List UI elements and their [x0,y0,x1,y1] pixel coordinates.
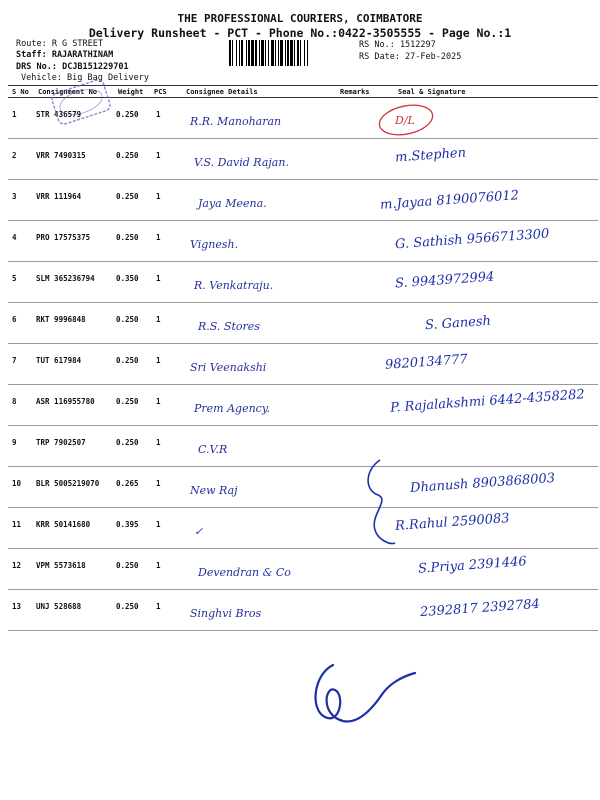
row-signature: m.Stephen [394,145,467,166]
row-weight: 0.250 [116,192,139,201]
barcode-bar [278,40,279,66]
barcode-bar [239,40,240,66]
barcode-bar [229,40,231,66]
table-row [0,181,600,222]
rs-date: RS Date: 27-Feb-2025 [359,52,462,62]
barcode-bar [232,40,233,66]
row-weight: 0.250 [116,151,139,160]
row-weight: 0.250 [116,233,139,242]
row-pcs: 1 [156,438,161,447]
row-consignee-handwritten: New Raj [190,484,238,497]
row-consignment-no: TRP 7902507 [36,438,86,447]
table-row [0,591,600,632]
row-consignment-no: VPM 5573618 [36,561,86,570]
row-divider [8,507,598,508]
row-pcs: 1 [156,356,161,365]
row-consignment-no: VRR 111964 [36,192,82,201]
barcode-bar [287,40,289,66]
vehicle-label: Vehicle: Big Bag Delivery [21,73,149,83]
row-pcs: 1 [156,479,161,488]
row-consignee-handwritten: Devendran & Co [198,566,291,579]
barcode-bar [255,40,257,66]
row-divider [8,343,598,344]
row-sno: 4 [12,233,17,242]
table-row [0,263,600,304]
row-weight: 0.265 [116,479,139,488]
barcode-bar [297,40,299,66]
row-consignee-handwritten: Sri Veenakshi [190,361,267,374]
row-sno: 6 [12,315,17,324]
row-divider [8,384,598,385]
row-sno: 12 [12,561,22,570]
row-consignee-handwritten: Prem Agency. [194,402,271,415]
company-title: THE PROFESSIONAL COURIERS, COIMBATORE [177,12,423,25]
rs-number: RS No.: 1512297 [359,40,436,50]
row-sno: 2 [12,151,17,160]
row-weight: 0.250 [116,315,139,324]
col-sno: S No [12,88,29,96]
drs-value: DCJB151229701 [62,62,129,72]
row-signature: S. 9943972994 [394,269,495,292]
row-signature: S.Priya 2391446 [417,554,528,577]
col-remarks: Remarks [340,88,370,96]
row-consignment-no: ASR 116955780 [36,397,95,406]
signature-stroke [360,455,400,550]
row-consignment-no: UNJ 528688 [36,602,82,611]
barcode-bar [275,40,276,66]
row-weight: 0.250 [116,602,139,611]
row-signature: S. Ganesh [424,313,492,334]
row-divider [8,589,598,590]
row-pcs: 1 [156,151,161,160]
row-pcs: 1 [156,602,161,611]
row-divider [8,548,598,549]
barcode-bar [280,40,283,66]
table-row [0,509,600,550]
col-pcs: PCS [154,88,167,96]
row-sno: 1 [12,110,17,119]
row-weight: 0.250 [116,561,139,570]
table-row [0,222,600,263]
signature-icon [305,655,425,735]
row-consignment-no: BLR 5005219070 [36,479,100,488]
row-consignment-no: KRR 50141680 [36,520,91,529]
row-signature: m.Jayaa 8190076012 [379,188,520,213]
red-mark-text: D/L [395,114,415,127]
drs-label: DRS No.: [16,62,57,72]
row-sno: 7 [12,356,17,365]
row-pcs: 1 [156,315,161,324]
row-consignee-handwritten: Vignesh. [190,238,239,251]
barcode-bar [259,40,260,66]
row-sno: 5 [12,274,17,283]
barcode-bar [304,40,305,66]
barcode-bar [268,40,269,66]
row-consignee-handwritten: C.V.R [198,443,228,456]
row-divider [8,425,598,426]
barcode-bar [261,40,264,66]
row-consignment-no: PRO 17575375 [36,233,91,242]
row-consignee-handwritten: R.R. Manoharan [190,115,282,128]
row-consignee-handwritten: ✓ [194,525,204,538]
row-consignee-handwritten: R. Venkatraju. [194,279,274,292]
row-divider [8,302,598,303]
table-row [0,427,600,468]
row-signature: Dhanush 8903868003 [409,470,556,497]
row-divider [8,179,598,180]
row-consignment-no: STR 436579 [36,110,82,119]
row-sno: 3 [12,192,17,201]
row-signature: R.Rahul 2590083 [394,511,511,534]
barcode-bar [251,40,254,66]
row-sno: 8 [12,397,17,406]
drs-number [16,62,129,72]
barcode-bar [241,40,243,66]
row-weight: 0.250 [116,438,139,447]
barcode-bar [290,40,293,66]
table-row [0,468,600,509]
row-weight: 0.395 [116,520,139,529]
table-row [0,304,600,345]
barcode-icon [228,40,354,66]
row-signature: 9820134777 [384,352,469,373]
row-pcs: 1 [156,110,161,119]
col-seal-signature: Seal & Signature [398,88,466,96]
red-delivery-mark [375,102,437,138]
row-consignee-handwritten: Jaya Meena. [198,197,267,210]
barcode-bar [285,40,286,66]
table-row [0,550,600,591]
barcode-bar [300,40,301,66]
barcode-bar [271,40,274,66]
table-row [0,386,600,427]
row-sno: 9 [12,438,17,447]
row-sno: 13 [12,602,22,611]
row-weight: 0.250 [116,356,139,365]
row-signature: G. Sathish 9566713300 [394,226,550,253]
row-consignee-handwritten: V.S. David Rajan. [194,156,289,169]
row-pcs: 1 [156,520,161,529]
col-consignment: Consignment No [38,88,98,96]
staff-label: Staff: RAJARATHINAM [16,50,114,60]
row-divider [8,220,598,221]
row-pcs: 1 [156,233,161,242]
barcode-bar [248,40,250,66]
row-divider [8,138,598,139]
barcode-bar [265,40,266,66]
col-weight: Weight [118,88,144,96]
row-weight: 0.250 [116,397,139,406]
barcode-bar [246,40,247,66]
row-weight: 0.350 [116,274,139,283]
row-pcs: 1 [156,561,161,570]
row-sno: 11 [12,520,22,529]
row-divider [8,630,598,631]
barcode-bar [294,40,295,66]
row-divider [8,261,598,262]
row-pcs: 1 [156,274,161,283]
row-consignee-handwritten: R.S. Stores [198,320,260,333]
row-sno: 10 [12,479,22,488]
col-consignee: Consignee Details [186,88,258,96]
runsheet-subtitle: Delivery Runsheet - PCT - Phone No.:0422-3505555 - Page No.:1 [88,26,512,40]
row-consignee-handwritten: Singhvi Bros [190,607,262,620]
row-pcs: 1 [156,397,161,406]
row-signature: P. Rajalakshmi 6442-4358282 [389,387,586,416]
barcode-bar [307,40,308,66]
table-row [0,345,600,386]
row-pcs: 1 [156,192,161,201]
row-consignment-no: RKT 9996848 [36,315,86,324]
row-consignment-no: VRR 7490315 [36,151,86,160]
row-weight: 0.250 [116,110,139,119]
row-consignment-no: SLM 365236794 [36,274,95,283]
row-signature: 2392817 2392784 [419,596,541,621]
row-consignment-no: TUT 617984 [36,356,82,365]
row-divider [8,466,598,467]
route-label: Route: R G STREET [16,39,103,49]
table-row [0,140,600,181]
barcode-bar [236,40,237,66]
